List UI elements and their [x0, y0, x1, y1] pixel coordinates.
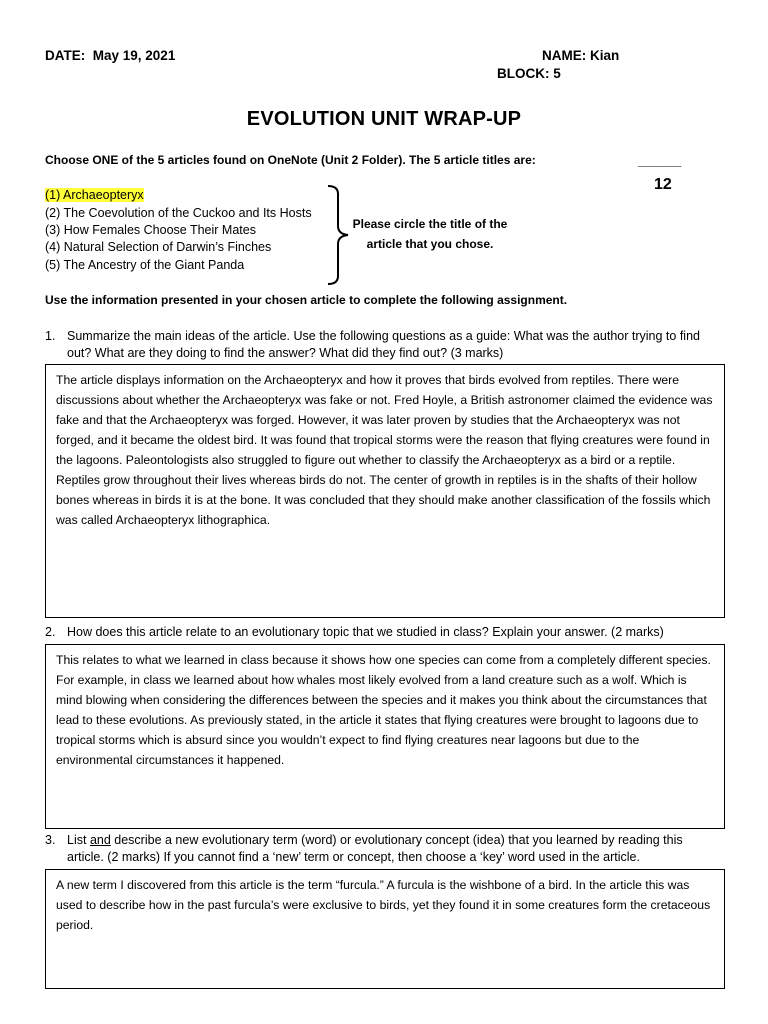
question-3-line1	[67, 832, 737, 849]
date-value: May 19, 2021	[92, 48, 176, 63]
article-item-5: (5) The Ancestry of the Giant Panda	[45, 258, 245, 272]
question-3-line1-pre: List	[67, 833, 90, 847]
answer-box-3[interactable]	[45, 869, 725, 989]
page-title: EVOLUTION UNIT WRAP-UP	[246, 108, 522, 130]
question-3-number: 3.	[45, 833, 56, 847]
block-label: BLOCK:	[497, 66, 550, 81]
question-3-underlined-word: and	[89, 833, 111, 847]
date-label: DATE:	[45, 48, 86, 63]
question-3	[67, 832, 737, 866]
question-2-number: 2.	[45, 625, 56, 639]
article-item-1	[45, 188, 144, 202]
score-blank: ______	[638, 153, 682, 168]
name-line	[542, 48, 619, 63]
block-line	[497, 66, 561, 81]
question-3-line1-post: describe a new evolutionary term (word) or evolutionary concept (idea) that you learned by reading this	[110, 833, 683, 847]
question-1-line2: out? What are they doing to find the answer? What did they find out? (3 marks)	[67, 346, 504, 360]
circle-note	[350, 214, 510, 254]
score-value: 12	[654, 176, 672, 193]
answer-2-text: This relates to what we learned in class because it shows how one species can come from a completely different species. For example, in class we learned about how whales most likely evolved from a land creature such as a wolf. Which is mind blowing when considering the differences between the species and it makes you think about the circumstances that lead to these evolutions. As previously stated, in the article it states that flying creatures were brought to lagoons due to tropical storms which is absurd since you wouldn’t expect to find flying creatures near lagoons but due to the environmental circumstances it happened.	[56, 653, 711, 767]
block-value: 5	[553, 66, 561, 81]
name-label: NAME:	[542, 48, 587, 63]
article-item-highlight: (1) Archaeopteryx	[45, 188, 144, 202]
question-2: How does this article relate to an evolutionary topic that we studied in class? Explain your answer. (2 marks)	[67, 625, 664, 639]
question-1-number: 1.	[45, 329, 56, 343]
curly-brace-icon	[326, 184, 350, 286]
instructions: Choose ONE of the 5 articles found on OneNote (Unit 2 Folder). The 5 article titles are:	[45, 153, 536, 167]
article-item-3: (3) How Females Choose Their Mates	[45, 223, 256, 237]
question-1-line1: Summarize the main ideas of the article. Use the following questions as a guide: What was the author trying to find	[67, 329, 700, 343]
article-item-2: (2) The Coevolution of the Cuckoo and Its Hosts	[45, 206, 312, 220]
question-1	[67, 328, 737, 362]
use-info: Use the information presented in your chosen article to complete the following assignment.	[45, 293, 568, 307]
answer-box-2[interactable]	[45, 644, 725, 829]
question-3-line2: article. (2 marks) If you cannot find a ‘new’ term or concept, then choose a ‘key’ word used in the article.	[67, 850, 640, 864]
answer-box-1[interactable]	[45, 364, 725, 618]
circle-note-line2: article that you chose.	[366, 237, 494, 251]
answer-3-text: A new term I discovered from this article is the term “furcula.” A furcula is the wishbone of a bird. In the article this was used to describe how in the past furcula’s were exclusive to birds, yet they found it in some creatures form the cretaceous period.	[56, 878, 711, 932]
answer-1-text: The article displays information on the Archaeopteryx and how it proves that birds evolved from reptiles. There were discussions about whether the Archaeopteryx was fake or not. Fred Hoyle, a British astronomer claimed the evidence was fake and that the Archaeopteryx was forged. However, it was later proven by studies that the Archaeopteryx was not forged, and it became the oldest bird. It was found that tropical storms were the reason that flying creatures were found in the lagoons. Paleontologists also struggled to figure out whether to classify the Archaeopteryx as a bird or a reptile. Reptiles grow throughout their lives whereas birds do not. The center of growth in reptiles is in the shafts of their hollow bones whereas in birds it is at the bone. It was concluded that they should make another classification of the fossils which was called Archaeopteryx lithographica.	[56, 373, 713, 527]
date-line	[45, 48, 175, 63]
circle-note-line1: Please circle the title of the	[352, 217, 508, 231]
article-item-4: (4) Natural Selection of Darwin’s Finches	[45, 240, 272, 254]
name-value: Kian	[590, 48, 620, 63]
